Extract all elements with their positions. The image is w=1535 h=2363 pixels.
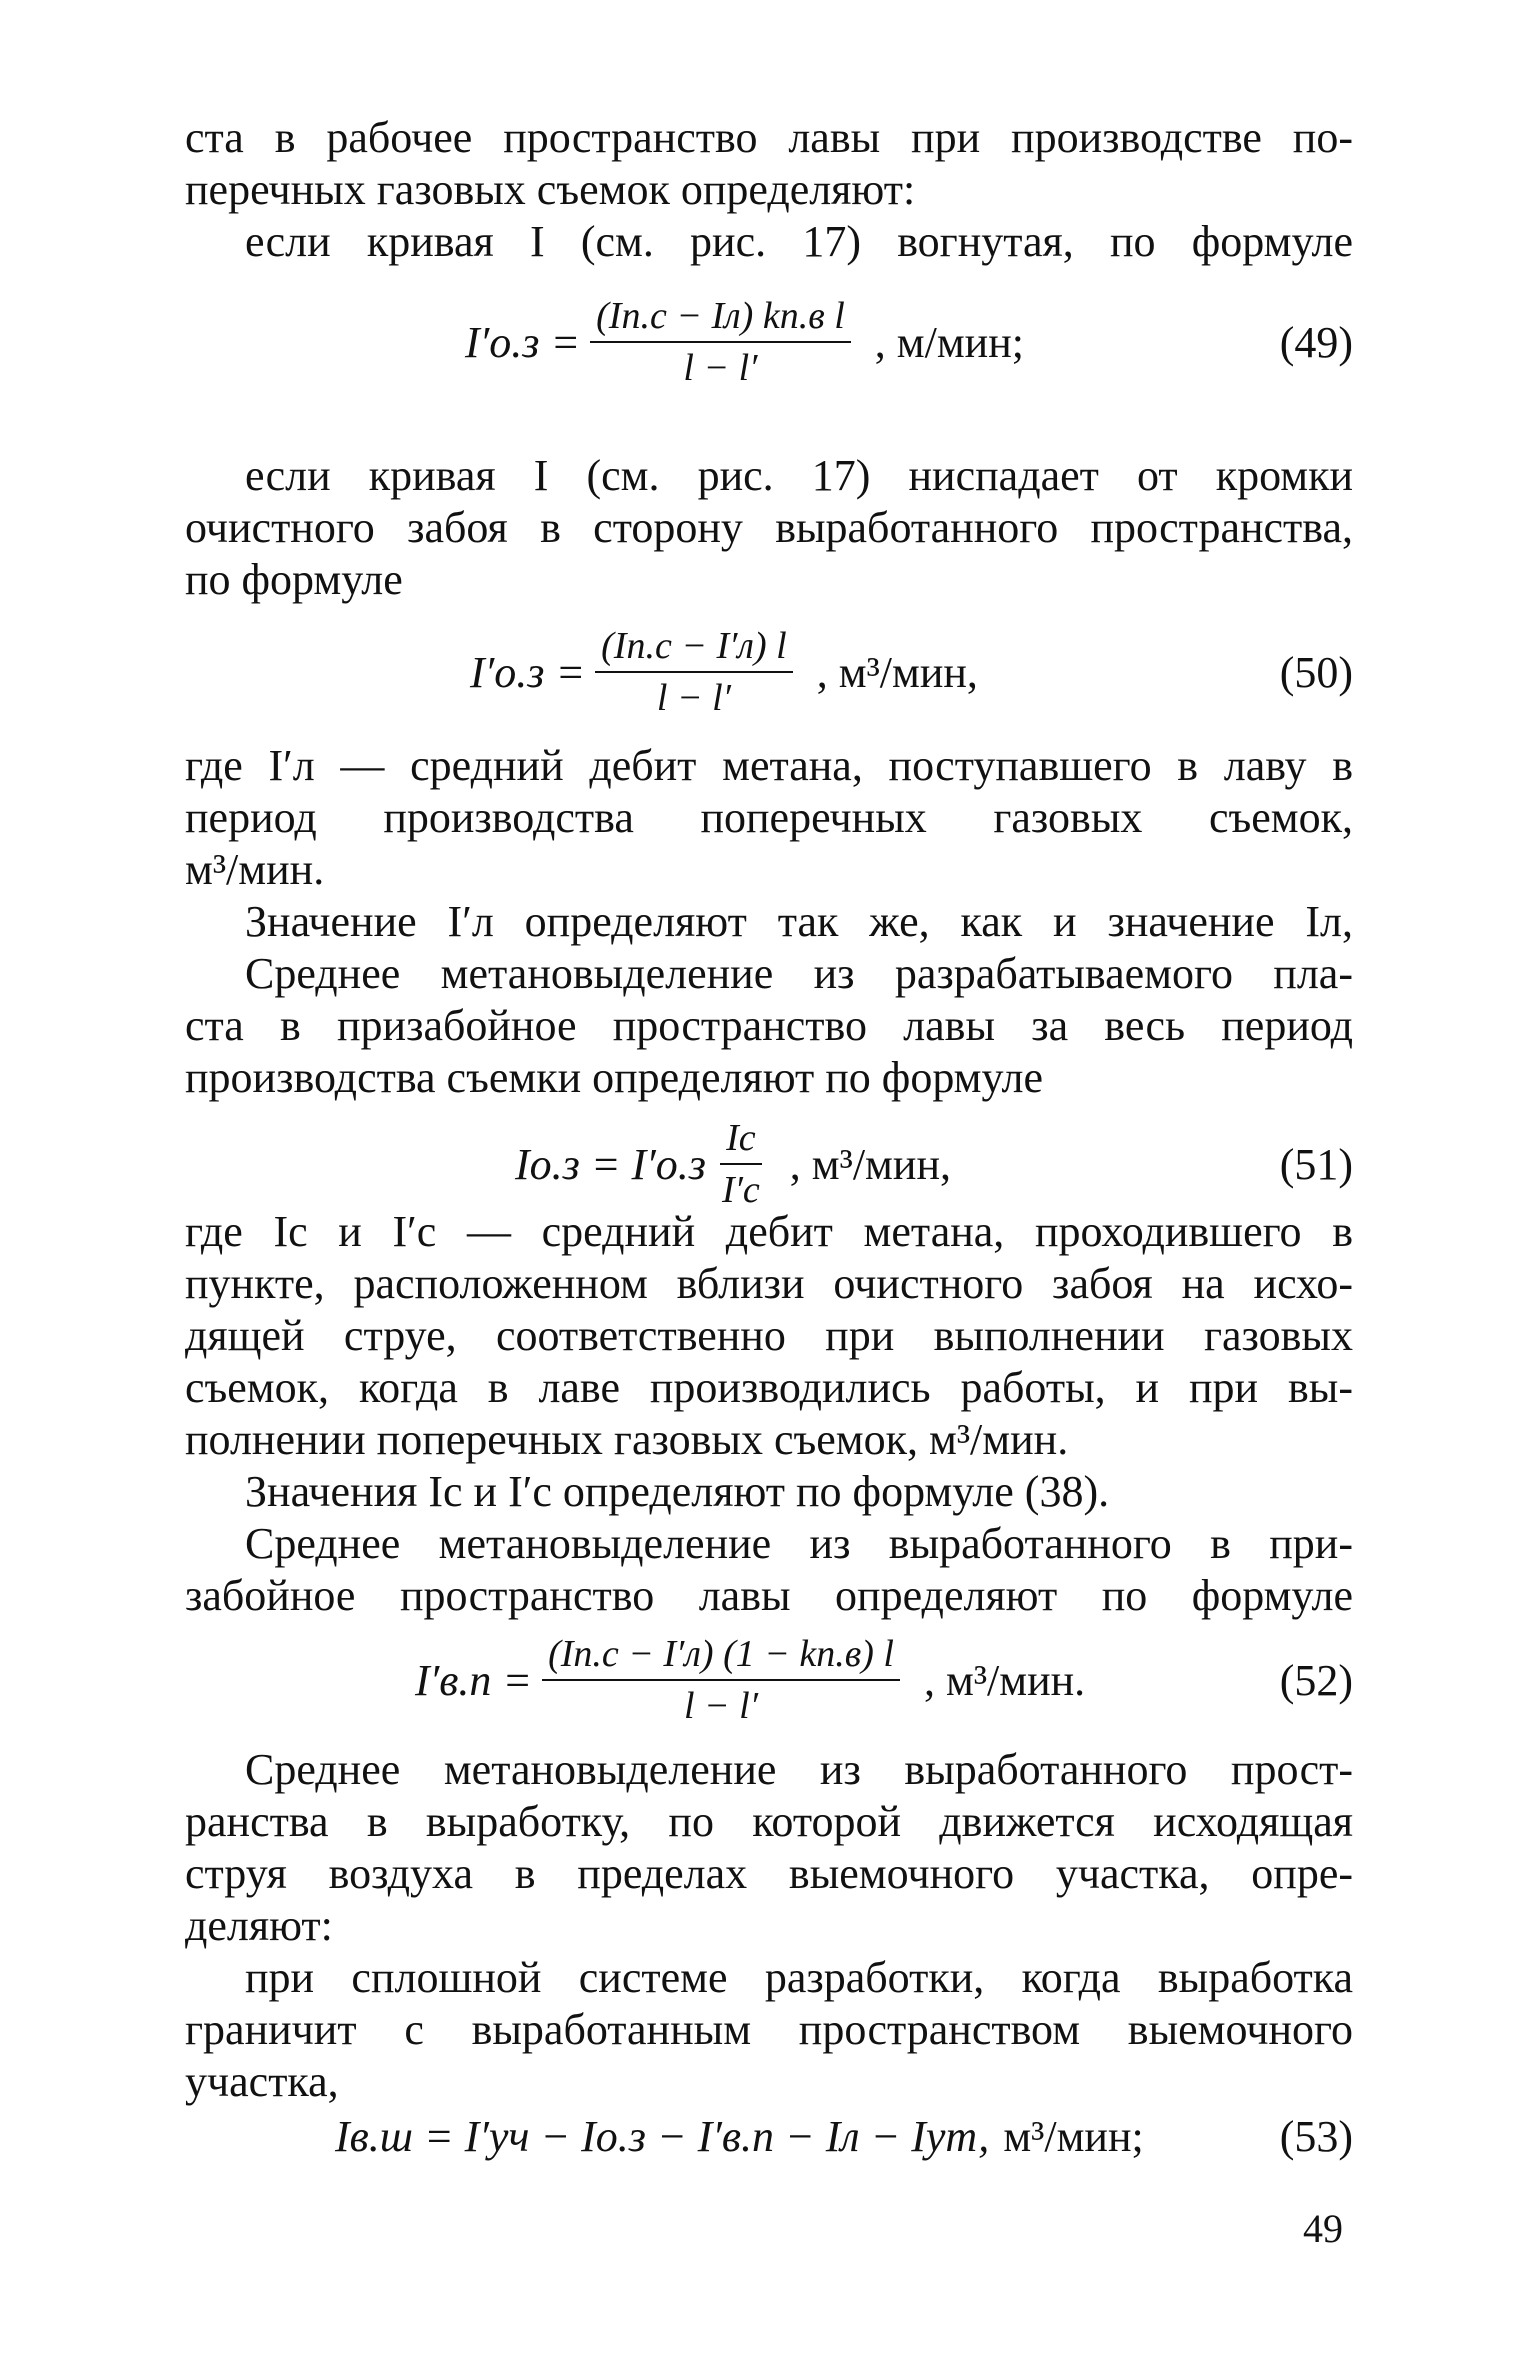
page-number: 49 bbox=[1303, 2206, 1343, 2251]
text-line: период производства поперечных газовых съемок, bbox=[185, 793, 1353, 842]
text-line: где Iс и I′с — средний дебит метана, проходившего в bbox=[185, 1207, 1353, 1256]
text-line: съемок, когда в лаве производились работы, и при вы- bbox=[185, 1363, 1353, 1412]
text-line: производства съемки определяют по формуле bbox=[185, 1053, 1044, 1102]
formula-denominator: l − l′ bbox=[683, 1685, 759, 1727]
text-line: ста в призабойное пространство лавы за весь период bbox=[185, 1001, 1353, 1050]
formula-numerator: (Iп.с − I′л) l bbox=[595, 623, 793, 673]
text-line: пункте, расположенном вблизи очистного забоя на исхо- bbox=[185, 1259, 1353, 1308]
text-line: деляют: bbox=[185, 1901, 333, 1950]
equation-number: (50) bbox=[1279, 647, 1353, 697]
text-line: струя воздуха в пределах выемочного участка, опре- bbox=[185, 1849, 1353, 1898]
formula-unit: , м³/мин, bbox=[816, 647, 978, 697]
formula-fraction bbox=[595, 623, 793, 721]
formula-50 bbox=[185, 612, 1353, 732]
formula-lhs: Iо.з = I′о.з bbox=[515, 1139, 706, 1189]
text-line: если кривая I (см. рис. 17) ниспадает от кромки bbox=[245, 451, 1353, 500]
text-line: если кривая I (см. рис. 17) вогнутая, по формуле bbox=[245, 217, 1353, 266]
text-line: очистного забоя в сторону выработанного пространства, bbox=[185, 503, 1353, 552]
text-line: м³/мин. bbox=[185, 845, 325, 894]
text-line: Среднее метановыделение из выработанного в при- bbox=[245, 1519, 1353, 1568]
text-line: участка, bbox=[185, 2057, 339, 2106]
formula-53 bbox=[185, 2086, 1353, 2186]
text-line: граничит с выработанным пространством выемочного bbox=[185, 2005, 1353, 2054]
formula-lhs: Iв.ш = I′уч − Iо.з − I′в.п − Iл − Iут, bbox=[335, 2111, 990, 2161]
equation-number: (49) bbox=[1279, 317, 1353, 367]
formula-denominator: l − l′ bbox=[683, 347, 758, 389]
text-line: где I′л — средний дебит метана, поступавшего в лаву в bbox=[185, 741, 1353, 790]
formula-numerator: (Iп.с − I′л) (1 − kп.в) l bbox=[542, 1631, 900, 1681]
formula-unit: м³/мин; bbox=[1003, 2111, 1144, 2161]
equation-number: (52) bbox=[1279, 1655, 1353, 1705]
formula-unit: , м/мин; bbox=[874, 317, 1024, 367]
formula-unit: , м³/мин. bbox=[923, 1655, 1086, 1705]
formula-49 bbox=[185, 282, 1353, 402]
formula-lhs: I′в.п = bbox=[415, 1655, 533, 1705]
formula-numerator: Iс bbox=[720, 1115, 762, 1165]
formula-numerator: (Iп.с − Iл) kп.в l bbox=[590, 293, 851, 343]
formula-52 bbox=[185, 1620, 1353, 1740]
formula-lhs: I′о.з = bbox=[470, 647, 586, 697]
equation-number: (53) bbox=[1279, 2111, 1353, 2161]
text-line: ранства в выработку, по которой движется исходящая bbox=[185, 1797, 1353, 1846]
text-line: ста в рабочее пространство лавы при производстве по- bbox=[185, 113, 1353, 162]
formula-denominator: l − l′ bbox=[656, 677, 731, 719]
formula-denominator: I′с bbox=[721, 1169, 760, 1211]
equation-number: (51) bbox=[1279, 1139, 1353, 1189]
text-line: перечных газовых съемок определяют: bbox=[185, 165, 916, 214]
text-line: дящей струе, соответственно при выполнении газовых bbox=[185, 1311, 1353, 1360]
formula-fraction bbox=[590, 293, 851, 391]
formula-unit: , м³/мин, bbox=[789, 1139, 951, 1189]
text-line: Значение I′л определяют так же, как и значение Iл, bbox=[245, 897, 1353, 946]
text-line: полнении поперечных газовых съемок, м³/мин. bbox=[185, 1415, 1069, 1464]
formula-lhs: I′о.з = bbox=[465, 317, 581, 367]
text-line: Среднее метановыделение из разрабатываемого пла- bbox=[245, 949, 1353, 998]
text-line: Значения Iс и I′с определяют по формуле (38). bbox=[245, 1467, 1110, 1516]
text-line: Среднее метановыделение из выработанного прост- bbox=[245, 1745, 1353, 1794]
formula-fraction bbox=[716, 1115, 766, 1213]
text-line: при сплошной системе разработки, когда выработка bbox=[245, 1953, 1353, 2002]
formula-fraction bbox=[542, 1631, 900, 1729]
text-line: забойное пространство лавы определяют по формуле bbox=[185, 1571, 1353, 1620]
text-line: по формуле bbox=[185, 555, 403, 604]
